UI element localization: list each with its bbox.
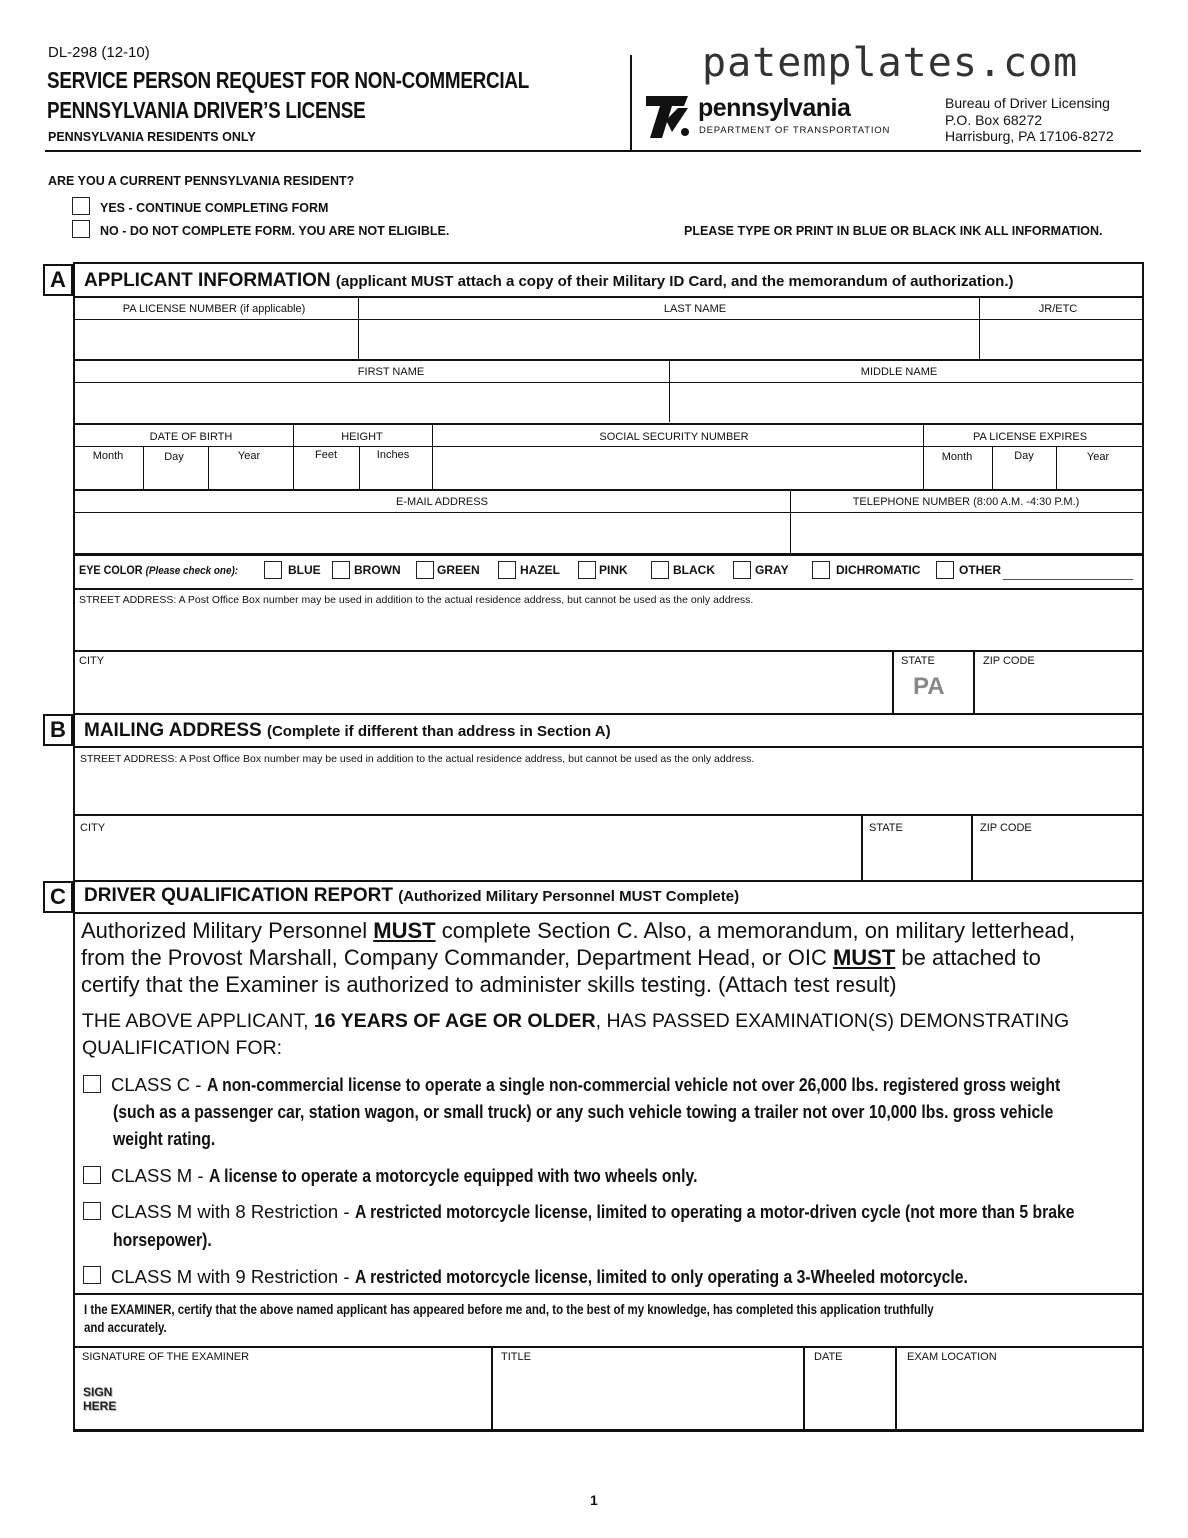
section-b-city-input[interactable] [75,838,859,878]
section-a-letter: A [43,264,73,296]
height-label: HEIGHT [341,431,383,443]
dob-day-label: Day [164,451,184,463]
residency-yes-label: YES - CONTINUE COMPLETING FORM [100,201,329,215]
dob-month-label: Month [92,450,124,462]
middle-name-label: MIDDLE NAME [860,366,938,378]
jr-label: JR/ETC [1038,303,1078,315]
form-title-line1: SERVICE PERSON REQUEST FOR NON-COMMERCIAL [47,67,530,93]
section-b-street-input[interactable] [75,770,1142,812]
residency-no-checkbox[interactable] [72,220,90,238]
jr-input[interactable] [981,320,1142,358]
form-code: DL-298 (12-10) [48,44,150,61]
class-c-line3: weight rating. [113,1128,216,1149]
eye-green-checkbox[interactable] [416,561,434,579]
above-applicant-line2: QUALIFICATION FOR: [82,1037,283,1059]
above-text-c: , HAS PASSED EXAMINATION(S) DEMONSTRATING [595,1010,1070,1032]
section-a-zip-input[interactable] [977,670,1142,710]
section-a-zip-label: ZIP CODE [983,655,1035,667]
intro-text-d: be attached to [895,945,1041,970]
above-text-a: THE ABOVE APPLICANT, [82,1010,314,1032]
eye-gray-checkbox[interactable] [733,561,751,579]
penndot-logo-icon [644,92,694,142]
section-c-intro-line2 [81,945,1041,971]
section-b-city-label: CITY [80,822,106,834]
eye-other-input[interactable] [1003,579,1133,580]
residency-question: ARE YOU A CURRENT PENNSYLVANIA RESIDENT? [48,174,355,188]
section-b-letter: B [43,714,73,746]
middle-name-input[interactable] [671,383,1142,421]
eye-color-hint: (Please check one): [145,565,239,577]
bureau-city-zip: Harrisburg, PA 17106-8272 [945,128,1114,144]
section-a-state-value: PA [913,673,945,700]
ink-note: PLEASE TYPE OR PRINT IN BLUE OR BLACK INK ALL INFORMATION. [684,224,1103,238]
above-text-b: 16 YEARS OF AGE OR OLDER [313,1010,596,1032]
eye-dichromatic-label: DICHROMATIC [836,563,921,577]
ssn-input[interactable] [434,448,922,488]
section-b-zip-label: ZIP CODE [980,822,1032,834]
eye-other-checkbox[interactable] [936,561,954,579]
eye-pink-checkbox[interactable] [578,561,596,579]
last-name-input[interactable] [360,320,978,358]
sign-here-line1: SIGN [83,1385,113,1399]
phone-input[interactable] [792,513,1142,551]
title-label: TITLE [501,1351,531,1363]
section-a-subtitle: (applicant MUST attach a copy of their Military ID Card, and the memorandum of authorization.) [335,273,1014,290]
eye-hazel-checkbox[interactable] [498,561,516,579]
exam-location-label: EXAM LOCATION [907,1351,997,1363]
sign-here-badge [83,1385,116,1413]
ssn-label: SOCIAL SECURITY NUMBER [599,431,749,443]
dob-label: DATE OF BIRTH [149,431,233,443]
eye-brown-label: BROWN [354,563,401,577]
class-c-desc1: A non-commercial license to operate a single non-commercial vehicle not over 26,000 lbs. registered gross weight [206,1074,1060,1095]
height-input[interactable] [295,462,431,488]
expires-day-label: Day [1014,450,1034,462]
eye-green-label: GREEN [437,563,480,577]
class-m9-desc1: A restricted motorcycle license, limited to only operating a 3-Wheeled motorcycle. [354,1266,968,1287]
eye-blue-checkbox[interactable] [264,561,282,579]
class-m-checkbox[interactable] [83,1166,101,1184]
title-input[interactable] [495,1368,800,1428]
class-m9-checkbox[interactable] [83,1266,101,1284]
class-m-name: CLASS M - [111,1165,209,1186]
page-number: 1 [590,1492,598,1508]
section-a-street-input[interactable] [75,610,1142,648]
last-name-label: LAST NAME [663,303,727,315]
eye-blue-label: BLUE [288,563,321,577]
section-c-letter: C [43,881,73,913]
class-c-checkbox[interactable] [83,1075,101,1093]
date-label: DATE [814,1351,843,1363]
eye-other-label: OTHER [959,563,1001,577]
pa-license-label: PA LICENSE NUMBER (if applicable) [122,303,306,315]
class-c-line2: (such as a passenger car, station wagon, or small truck) or any such vehicle towing a trailer not over 10,000 lbs. gross vehicle [113,1101,1054,1122]
expires-month-label: Month [941,451,973,463]
section-a-city-input[interactable] [75,670,890,710]
class-m8-checkbox[interactable] [83,1202,101,1220]
class-m-desc1: A license to operate a motorcycle equipped with two wheels only. [208,1165,698,1186]
phone-label: TELEPHONE NUMBER (8:00 A.M. -4:30 P.M.) [852,496,1080,508]
watermark-text: patemplates.com [702,40,1079,86]
section-c-intro-line3: certify that the Examiner is authorized to administer skills testing. (Attach test result) [81,972,897,997]
class-m8-name: CLASS M with 8 Restriction - [111,1201,355,1222]
first-name-input[interactable] [75,383,667,421]
email-input[interactable] [75,513,788,551]
agency-dept: DEPARTMENT OF TRANSPORTATION [699,125,891,136]
section-b-street-label: STREET ADDRESS: A Post Office Box number may be used in addition to the actual residence address, but cannot be used as the only address. [80,753,755,765]
section-b-title-text: MAILING ADDRESS [84,720,262,741]
email-label: E-MAIL ADDRESS [396,496,488,508]
expires-year-label: Year [1086,451,1110,463]
intro-must-2: MUST [832,945,896,970]
examiner-certify-line1: I the EXAMINER, certify that the above named applicant has appeared before me and, to the best of my knowledge, has completed this application truthfully [84,1301,934,1317]
signature-input[interactable] [130,1368,488,1428]
header-rule [45,150,1141,152]
sign-here-line2: HERE [83,1399,117,1413]
bureau-po-box: P.O. Box 68272 [945,112,1043,128]
section-c-subtitle: (Authorized Military Personnel MUST Complete) [398,888,740,905]
eye-gray-label: GRAY [755,563,789,577]
eye-dichromatic-checkbox[interactable] [812,561,830,579]
class-c-line1 [111,1074,1188,1096]
eye-color-label-text: EYE COLOR [79,563,143,577]
class-m8-line1 [111,1201,1188,1223]
intro-text-a: Authorized Military Personnel [81,918,374,943]
eye-brown-checkbox[interactable] [332,561,350,579]
class-m9-name: CLASS M with 9 Restriction - [111,1266,355,1287]
section-b-state-label: STATE [869,822,903,834]
form-title-line2: PENNSYLVANIA DRIVER’S LICENSE [47,97,366,123]
dob-input[interactable] [75,462,292,488]
eye-pink-label: PINK [599,563,628,577]
section-b-zip-input[interactable] [974,838,1142,878]
pa-license-input[interactable] [75,320,357,358]
residents-only: PENNSYLVANIA RESIDENTS ONLY [48,130,256,144]
signature-label: SIGNATURE OF THE EXAMINER [82,1351,250,1363]
examiner-certify-line2: and accurately. [84,1319,167,1335]
eye-hazel-label: HAZEL [520,563,560,577]
intro-text-c: from the Provost Marshall, Company Commander, Department Head, or OIC [81,945,833,970]
expires-label: PA LICENSE EXPIRES [972,431,1088,443]
class-m8-desc1: A restricted motorcycle license, limited to operating a motor-driven cycle (not more than 5 brake [354,1201,1075,1222]
eye-color-label [79,563,256,577]
header-divider [630,55,632,150]
eye-black-label: BLACK [673,563,715,577]
residency-yes-checkbox[interactable] [72,197,90,215]
above-applicant-line1 [82,1010,1069,1033]
intro-must-1: MUST [373,918,436,943]
first-name-label: FIRST NAME [357,366,425,378]
section-a-city-label: CITY [79,655,105,667]
class-m9-line1 [111,1266,1076,1288]
bureau-name: Bureau of Driver Licensing [945,95,1110,111]
residency-no-label: NO - DO NOT COMPLETE FORM. YOU ARE NOT ELIGIBLE. [100,224,450,238]
class-m-line1 [111,1165,783,1187]
section-a-street-label: STREET ADDRESS: A Post Office Box number may be used in addition to the actual residence address, but cannot be used as the only address. [79,594,754,606]
height-inches-label: Inches [376,449,410,461]
section-c-intro-line1 [81,918,1075,944]
class-m8-line2: horsepower). [113,1229,212,1250]
expires-input[interactable] [925,462,1142,488]
intro-text-b: complete Section C. Also, a memorandum, on military letterhead, [435,918,1076,943]
section-b-subtitle: (Complete if different than address in Section A) [266,723,611,740]
section-a-state-label: STATE [901,655,935,667]
height-feet-label: Feet [314,449,338,461]
date-input[interactable] [807,1368,892,1428]
dob-year-label: Year [237,450,261,462]
section-a-title-text: APPLICANT INFORMATION [84,270,331,291]
exam-location-input[interactable] [899,1368,1141,1428]
eye-black-checkbox[interactable] [651,561,669,579]
class-c-name: CLASS C - [111,1074,207,1095]
section-b-state-input[interactable] [864,838,969,878]
agency-name: pennsylvania [698,94,851,122]
section-c-title-text: DRIVER QUALIFICATION REPORT [84,885,393,906]
